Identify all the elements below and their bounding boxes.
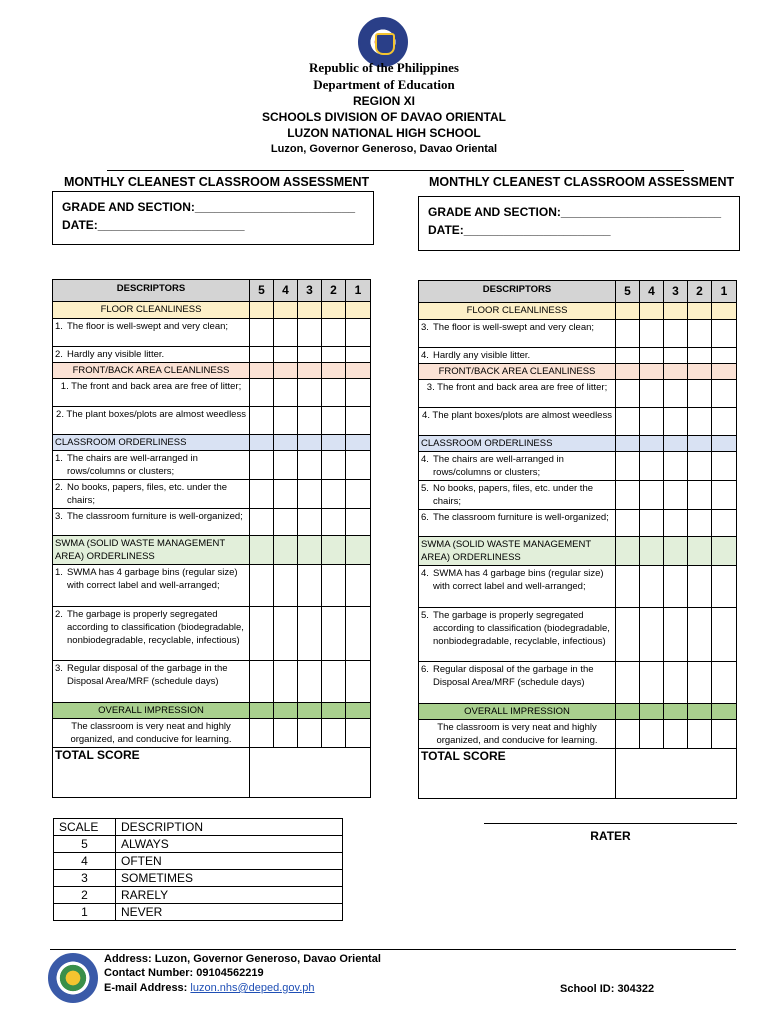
item-number: 4.	[421, 350, 429, 361]
section-label: SWMA (SOLID WASTE MANAGEMENT AREA) ORDERLINESS	[53, 536, 250, 565]
score-cell[interactable]	[616, 481, 640, 510]
table-row	[419, 510, 737, 537]
score-cell[interactable]	[250, 661, 274, 703]
section-label: FRONT/BACK AREA CLEANLINESS	[419, 364, 616, 380]
item-text: The garbage is properly segregated according to classification (biodegradable, nonbiodegradable, recyclable, infectious)	[433, 610, 610, 647]
score-cell[interactable]	[712, 408, 737, 436]
score-header-1: 1	[712, 281, 737, 303]
table-row	[53, 347, 371, 363]
scale-header: SCALE	[54, 819, 116, 836]
score-cell[interactable]	[250, 565, 274, 607]
scale-value: 1	[54, 904, 116, 921]
item-number: 3.	[55, 663, 63, 674]
score-cell[interactable]	[322, 480, 346, 509]
section-row-front	[419, 364, 737, 380]
scale-label: RARELY	[116, 887, 343, 904]
item-text: Regular disposal of the garbage in the Disposal Area/MRF (schedule days)	[67, 663, 228, 687]
score-cell[interactable]	[616, 510, 640, 537]
score-cell[interactable]	[250, 509, 274, 536]
item-number: 4.	[421, 454, 429, 465]
score-cell[interactable]	[640, 320, 664, 348]
score-cell[interactable]	[640, 481, 664, 510]
item-text: SWMA has 4 garbage bins (regular size) with correct label and well-arranged;	[67, 567, 238, 591]
footer-divider	[50, 949, 736, 950]
score-cell[interactable]	[688, 608, 712, 662]
table-row	[419, 452, 737, 481]
total-score-cell[interactable]	[616, 749, 737, 799]
footer-address: Address: Luzon, Governor Generoso, Davao Oriental	[104, 953, 381, 965]
score-cell[interactable]	[250, 347, 274, 363]
table-row	[53, 509, 371, 536]
score-cell[interactable]	[664, 408, 688, 436]
score-cell[interactable]	[664, 452, 688, 481]
division-heading: SCHOOLS DIVISION OF DAVAO ORIENTAL	[261, 110, 506, 124]
section-row-floor	[53, 302, 371, 319]
score-cell[interactable]	[664, 662, 688, 704]
scale-value: 2	[54, 887, 116, 904]
item-text: The classroom furniture is well-organized;	[433, 512, 609, 523]
right-grade-section-field[interactable]: GRADE AND SECTION:________________________	[428, 205, 722, 219]
table-row	[53, 719, 371, 748]
score-cell[interactable]	[616, 566, 640, 608]
score-cell[interactable]	[274, 451, 298, 480]
score-cell[interactable]	[274, 407, 298, 435]
score-cell[interactable]	[688, 720, 712, 749]
score-cell[interactable]	[664, 320, 688, 348]
item-text: The floor is well-swept and very clean;	[433, 322, 595, 333]
score-cell[interactable]	[250, 719, 274, 748]
item-number: 2.	[55, 349, 63, 360]
score-cell[interactable]	[640, 510, 664, 537]
item-number: 1.	[55, 567, 63, 578]
score-cell[interactable]	[298, 661, 322, 703]
score-cell[interactable]	[640, 348, 664, 364]
table-row	[53, 407, 371, 435]
score-cell[interactable]	[274, 565, 298, 607]
item-number: 3.	[55, 511, 63, 522]
score-cell[interactable]	[322, 451, 346, 480]
scale-label: OFTEN	[116, 853, 343, 870]
score-cell[interactable]	[688, 452, 712, 481]
score-header-2: 2	[688, 281, 712, 303]
score-cell[interactable]	[664, 380, 688, 408]
score-cell[interactable]	[664, 608, 688, 662]
score-cell[interactable]	[712, 510, 737, 537]
section-row-overall	[419, 704, 737, 720]
score-cell[interactable]	[712, 380, 737, 408]
score-header-3: 3	[298, 280, 322, 302]
score-cell[interactable]	[274, 347, 298, 363]
table-row	[53, 280, 371, 302]
score-cell[interactable]	[298, 319, 322, 347]
score-cell[interactable]	[346, 379, 371, 407]
left-grade-date-box	[52, 191, 374, 245]
score-cell[interactable]	[640, 408, 664, 436]
item-text: 3. The front and back area are free of litter;	[419, 380, 616, 408]
table-row	[54, 887, 343, 904]
score-cell[interactable]	[712, 566, 737, 608]
score-cell[interactable]	[616, 662, 640, 704]
item-text: The garbage is properly segregated according to classification (biodegradable, nonbiodegradable, recyclable, infectious)	[67, 609, 244, 646]
score-cell[interactable]	[274, 480, 298, 509]
section-row-swma	[419, 537, 737, 566]
score-cell[interactable]	[640, 662, 664, 704]
section-label: FRONT/BACK AREA CLEANLINESS	[53, 363, 250, 379]
total-row	[419, 749, 737, 799]
score-cell[interactable]	[616, 452, 640, 481]
item-text: The floor is well-swept and very clean;	[67, 321, 229, 332]
table-row	[53, 607, 371, 661]
table-row	[54, 853, 343, 870]
scale-value: 5	[54, 836, 116, 853]
section-row-front	[53, 363, 371, 379]
section-label: CLASSROOM ORDERLINESS	[419, 436, 616, 452]
score-cell[interactable]	[640, 720, 664, 749]
table-row	[419, 608, 737, 662]
score-cell[interactable]	[688, 481, 712, 510]
section-row-floor	[419, 303, 737, 320]
score-cell[interactable]	[712, 720, 737, 749]
score-cell[interactable]	[712, 452, 737, 481]
score-cell[interactable]	[712, 481, 737, 510]
score-cell[interactable]	[250, 379, 274, 407]
location-heading: Luzon, Governor Generoso, Davao Oriental	[270, 143, 498, 155]
item-text: No books, papers, files, etc. under the chairs;	[433, 483, 594, 507]
score-header-5: 5	[616, 281, 640, 303]
score-cell[interactable]	[250, 407, 274, 435]
score-header-2: 2	[322, 280, 346, 302]
table-row	[419, 481, 737, 510]
scale-label: ALWAYS	[116, 836, 343, 853]
score-cell[interactable]	[322, 379, 346, 407]
scale-table	[53, 818, 343, 921]
table-row	[419, 566, 737, 608]
score-cell[interactable]	[322, 565, 346, 607]
score-cell[interactable]	[664, 348, 688, 364]
table-row	[54, 904, 343, 921]
score-cell[interactable]	[712, 320, 737, 348]
total-score-label: TOTAL SCORE	[419, 749, 616, 799]
score-cell[interactable]	[274, 719, 298, 748]
table-row	[419, 281, 737, 303]
email-label: E-mail Address:	[104, 982, 191, 994]
section-label: SWMA (SOLID WASTE MANAGEMENT AREA) ORDERLINESS	[419, 537, 616, 566]
score-cell[interactable]	[688, 510, 712, 537]
score-cell[interactable]	[250, 451, 274, 480]
score-cell[interactable]	[616, 408, 640, 436]
item-text: Regular disposal of the garbage in the Disposal Area/MRF (schedule days)	[433, 664, 594, 688]
score-cell[interactable]	[298, 509, 322, 536]
section-row-orderliness	[53, 435, 371, 451]
table-row	[54, 870, 343, 887]
scale-label: NEVER	[116, 904, 343, 921]
table-row	[419, 320, 737, 348]
school-heading: LUZON NATIONAL HIGH SCHOOL	[287, 126, 481, 140]
score-cell[interactable]	[322, 661, 346, 703]
score-cell[interactable]	[346, 607, 371, 661]
descriptors-header: DESCRIPTORS	[419, 281, 616, 303]
score-cell[interactable]	[688, 380, 712, 408]
section-row-orderliness	[419, 436, 737, 452]
right-form-title: MONTHLY CLEANEST CLASSROOM ASSESSMENT	[429, 175, 735, 189]
footer-school-id: School ID: 304322	[560, 983, 655, 995]
left-grade-section-field[interactable]: GRADE AND SECTION:________________________	[62, 200, 356, 214]
scale-value: 4	[54, 853, 116, 870]
score-cell[interactable]	[274, 607, 298, 661]
section-label: OVERALL IMPRESSION	[53, 703, 250, 719]
item-number: 5.	[421, 483, 429, 494]
table-row	[419, 720, 737, 749]
score-cell[interactable]	[346, 347, 371, 363]
score-cell[interactable]	[688, 348, 712, 364]
item-text: 2. The plant boxes/plots are almost weedless	[53, 407, 250, 435]
section-row-overall	[53, 703, 371, 719]
section-label: CLASSROOM ORDERLINESS	[53, 435, 250, 451]
total-row	[53, 748, 371, 798]
table-row	[419, 380, 737, 408]
score-cell[interactable]	[274, 379, 298, 407]
score-cell[interactable]	[250, 319, 274, 347]
score-cell[interactable]	[298, 379, 322, 407]
table-row	[419, 348, 737, 364]
email-link[interactable]: luzon.nhs@deped.gov.ph	[190, 982, 315, 994]
left-date-field[interactable]: DATE:______________________	[62, 218, 245, 232]
item-number: 6.	[421, 664, 429, 675]
score-cell[interactable]	[298, 347, 322, 363]
table-row	[53, 319, 371, 347]
rater-signature-line[interactable]	[484, 823, 737, 824]
description-header: DESCRIPTION	[116, 819, 343, 836]
item-text: SWMA has 4 garbage bins (regular size) with correct label and well-arranged;	[433, 568, 604, 592]
score-cell[interactable]	[664, 720, 688, 749]
item-text: Hardly any visible litter.	[67, 349, 165, 360]
score-cell[interactable]	[712, 662, 737, 704]
scale-label: SOMETIMES	[116, 870, 343, 887]
score-cell[interactable]	[298, 607, 322, 661]
score-header-3: 3	[664, 281, 688, 303]
score-cell[interactable]	[640, 380, 664, 408]
republic-heading: Republic of the Philippines	[309, 60, 459, 75]
score-cell[interactable]	[688, 662, 712, 704]
score-cell[interactable]	[664, 481, 688, 510]
total-score-cell[interactable]	[250, 748, 371, 798]
item-number: 3.	[421, 322, 429, 333]
score-cell[interactable]	[322, 407, 346, 435]
item-text: The classroom furniture is well-organized;	[67, 511, 243, 522]
score-cell[interactable]	[346, 480, 371, 509]
score-cell[interactable]	[298, 480, 322, 509]
score-cell[interactable]	[616, 720, 640, 749]
left-form-title: MONTHLY CLEANEST CLASSROOM ASSESSMENT	[64, 175, 370, 189]
score-cell[interactable]	[640, 452, 664, 481]
score-cell[interactable]	[664, 510, 688, 537]
score-cell[interactable]	[346, 407, 371, 435]
score-header-5: 5	[250, 280, 274, 302]
footer-contact: Contact Number: 09104562219	[104, 967, 264, 979]
left-rubric-table	[52, 279, 371, 798]
score-cell[interactable]	[664, 566, 688, 608]
score-header-1: 1	[346, 280, 371, 302]
score-cell[interactable]	[688, 408, 712, 436]
score-cell[interactable]	[640, 608, 664, 662]
score-cell[interactable]	[322, 319, 346, 347]
item-text: The classroom is very neat and highly organized, and conducive for learning.	[419, 720, 616, 749]
table-row	[53, 379, 371, 407]
department-heading: Department of Education	[313, 77, 455, 92]
score-cell[interactable]	[298, 451, 322, 480]
item-text: The chairs are well-arranged in rows/columns or clusters;	[433, 454, 564, 478]
right-grade-date-box	[418, 196, 740, 251]
descriptors-header: DESCRIPTORS	[53, 280, 250, 302]
section-label: OVERALL IMPRESSION	[419, 704, 616, 720]
score-cell[interactable]	[274, 509, 298, 536]
header-divider	[107, 170, 684, 171]
item-number: 6.	[421, 512, 429, 523]
score-cell[interactable]	[712, 348, 737, 364]
table-row	[53, 451, 371, 480]
score-cell[interactable]	[322, 719, 346, 748]
item-text: Hardly any visible litter.	[433, 350, 531, 361]
score-cell[interactable]	[346, 319, 371, 347]
scale-value: 3	[54, 870, 116, 887]
score-cell[interactable]	[298, 719, 322, 748]
score-cell[interactable]	[298, 565, 322, 607]
school-seal-logo	[48, 953, 98, 1003]
score-cell[interactable]	[346, 719, 371, 748]
table-row	[53, 565, 371, 607]
item-number: 2.	[55, 609, 63, 620]
score-header-4: 4	[640, 281, 664, 303]
section-label: FLOOR CLEANLINESS	[419, 303, 616, 320]
score-cell[interactable]	[346, 565, 371, 607]
section-label: FLOOR CLEANLINESS	[53, 302, 250, 319]
table-row	[54, 836, 343, 853]
score-cell[interactable]	[346, 509, 371, 536]
section-row-swma	[53, 536, 371, 565]
score-cell[interactable]	[298, 407, 322, 435]
item-text: The chairs are well-arranged in rows/columns or clusters;	[67, 453, 198, 477]
table-row	[419, 662, 737, 704]
table-row	[53, 480, 371, 509]
score-cell[interactable]	[250, 480, 274, 509]
score-cell[interactable]	[688, 320, 712, 348]
score-cell[interactable]	[616, 348, 640, 364]
score-header-4: 4	[274, 280, 298, 302]
item-text: No books, papers, files, etc. under the chairs;	[67, 482, 228, 506]
score-cell[interactable]	[688, 566, 712, 608]
item-number: 1.	[55, 321, 63, 332]
score-cell[interactable]	[616, 608, 640, 662]
score-cell[interactable]	[640, 566, 664, 608]
table-row	[54, 819, 343, 836]
score-cell[interactable]	[274, 661, 298, 703]
total-score-label: TOTAL SCORE	[53, 748, 250, 798]
score-cell[interactable]	[322, 347, 346, 363]
score-cell[interactable]	[250, 607, 274, 661]
item-text: 4. The plant boxes/plots are almost weedless	[419, 408, 616, 436]
region-heading: REGION XI	[352, 94, 415, 108]
item-number: 1.	[55, 453, 63, 464]
score-cell[interactable]	[346, 661, 371, 703]
score-cell[interactable]	[616, 380, 640, 408]
score-cell[interactable]	[346, 451, 371, 480]
item-number: 5.	[421, 610, 429, 621]
score-cell[interactable]	[274, 319, 298, 347]
item-text: The classroom is very neat and highly organized, and conducive for learning.	[53, 719, 250, 748]
score-cell[interactable]	[322, 607, 346, 661]
item-number: 2.	[55, 482, 63, 493]
score-cell[interactable]	[712, 608, 737, 662]
right-date-field[interactable]: DATE:______________________	[428, 223, 611, 237]
item-number: 4.	[421, 568, 429, 579]
item-text: 1. The front and back area are free of litter;	[53, 379, 250, 407]
score-cell[interactable]	[616, 320, 640, 348]
rater-label: RATER	[590, 829, 631, 843]
footer-email-line	[104, 982, 315, 994]
table-row	[53, 661, 371, 703]
score-cell[interactable]	[322, 509, 346, 536]
table-row	[419, 408, 737, 436]
right-rubric-table	[418, 280, 737, 799]
